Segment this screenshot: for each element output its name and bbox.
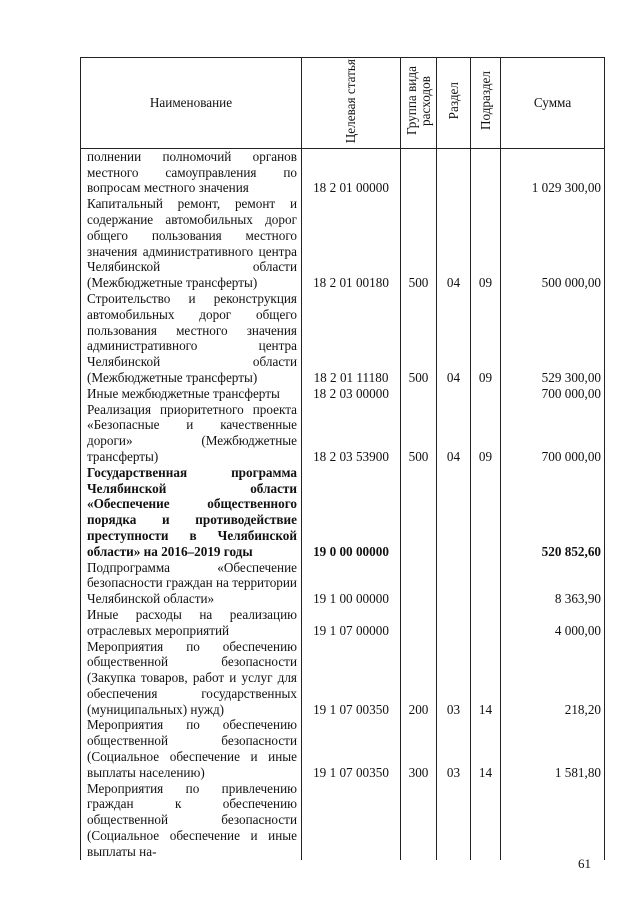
cell-section: 03 [437, 717, 471, 780]
cell-subsection [471, 781, 501, 860]
table-row [81, 560, 605, 607]
cell-group [401, 607, 437, 639]
header-section [437, 58, 471, 149]
table-row [81, 196, 605, 291]
table-row [81, 386, 605, 402]
page-number: 61 [578, 856, 591, 871]
cell-sum: 1 029 300,00 [501, 148, 605, 196]
cell-group: 500 [401, 402, 437, 465]
cell-code: 18 2 01 11180 [302, 291, 401, 386]
cell-name: Иные расходы на реализацию отраслевых мероприятий [81, 607, 302, 639]
cell-subsection: 14 [471, 639, 501, 718]
table-header-row [81, 58, 605, 149]
cell-section [437, 560, 471, 607]
table-row [81, 291, 605, 386]
header-subsection-text: Подраздел [477, 71, 493, 131]
cell-section [437, 465, 471, 560]
cell-code [302, 781, 401, 860]
cell-name: Иные межбюджетные трансферты [81, 386, 302, 402]
cell-section: 04 [437, 291, 471, 386]
cell-subsection [471, 386, 501, 402]
cell-code: 19 0 00 00000 [302, 465, 401, 560]
cell-subsection: 09 [471, 196, 501, 291]
table-row [81, 639, 605, 718]
table-row [81, 465, 605, 560]
cell-subsection [471, 148, 501, 196]
header-group [401, 58, 437, 149]
cell-section [437, 148, 471, 196]
cell-sum [501, 781, 605, 860]
cell-name: Мероприятия по обеспечению общественной безопасности (Социальное обеспечение и иные выплаты населению) [81, 717, 302, 780]
cell-name: Реализация приоритетного проекта «Безопасные и качественные дороги» (Межбюджетные трансферты) [81, 402, 302, 465]
cell-sum: 700 000,00 [501, 386, 605, 402]
cell-subsection [471, 607, 501, 639]
cell-subsection: 09 [471, 291, 501, 386]
header-group-text: Группа вида расходов [403, 66, 433, 136]
cell-section: 04 [437, 402, 471, 465]
cell-name: Строительство и реконструкция автомобильных дорог общего пользования местного значения административного центра Челябинской области (Межбюджетные трансферты) [81, 291, 302, 386]
cell-subsection [471, 560, 501, 607]
header-sum: Сумма [501, 58, 605, 149]
header-code-text: Целевая статья [343, 58, 358, 144]
cell-name: Подпрограмма «Обеспечение безопасности граждан на территории Челябинской области» [81, 560, 302, 607]
cell-group [401, 781, 437, 860]
cell-sum: 520 852,60 [501, 465, 605, 560]
cell-sum: 529 300,00 [501, 291, 605, 386]
cell-code: 18 2 01 00000 [302, 148, 401, 196]
cell-name: Мероприятия по привлечению граждан к обеспечению общественной безопасности (Социальное обеспечение и иные выплаты на- [81, 781, 302, 860]
cell-sum: 218,20 [501, 639, 605, 718]
header-section-text: Раздел [445, 82, 461, 120]
cell-sum: 1 581,80 [501, 717, 605, 780]
cell-group: 200 [401, 639, 437, 718]
table-row [81, 607, 605, 639]
header-code [302, 58, 401, 149]
cell-subsection [471, 465, 501, 560]
budget-table [80, 57, 605, 860]
cell-code: 18 2 03 53900 [302, 402, 401, 465]
cell-code: 19 1 07 00350 [302, 639, 401, 718]
cell-name: Мероприятия по обеспечению общественной безопасности (Закупка товаров, работ и услуг для обеспечения государственных (муниципальных) нужд) [81, 639, 302, 718]
table-row [81, 148, 605, 196]
cell-code: 19 1 07 00350 [302, 717, 401, 780]
cell-section [437, 781, 471, 860]
cell-subsection: 14 [471, 717, 501, 780]
cell-group: 500 [401, 291, 437, 386]
cell-subsection: 09 [471, 402, 501, 465]
table-row [81, 781, 605, 860]
cell-name: полнении полномочий органов местного самоуправления по вопросам местного значения [81, 148, 302, 196]
cell-group [401, 386, 437, 402]
cell-sum: 4 000,00 [501, 607, 605, 639]
header-subsection [471, 58, 501, 149]
cell-sum: 700 000,00 [501, 402, 605, 465]
cell-section: 03 [437, 639, 471, 718]
cell-section [437, 607, 471, 639]
cell-sum: 500 000,00 [501, 196, 605, 291]
table-row [81, 717, 605, 780]
cell-code: 18 2 03 00000 [302, 386, 401, 402]
cell-name: Государственная программа Челябинской области «Обеспечение общественного порядка и противодействие преступности в Челябинской области» на 2016–2019 годы [81, 465, 302, 560]
cell-code: 19 1 00 00000 [302, 560, 401, 607]
cell-group [401, 148, 437, 196]
cell-group [401, 465, 437, 560]
table-row [81, 402, 605, 465]
cell-section: 04 [437, 196, 471, 291]
cell-group: 500 [401, 196, 437, 291]
cell-name: Капитальный ремонт, ремонт и содержание автомобильных дорог общего пользования местного значения административного центра Челябинской области (Межбюджетные трансферты) [81, 196, 302, 291]
cell-code: 19 1 07 00000 [302, 607, 401, 639]
cell-section [437, 386, 471, 402]
table-body [81, 148, 605, 859]
cell-group [401, 560, 437, 607]
cell-group: 300 [401, 717, 437, 780]
header-name: Наименование [81, 58, 302, 149]
cell-code: 18 2 01 00180 [302, 196, 401, 291]
cell-sum: 8 363,90 [501, 560, 605, 607]
